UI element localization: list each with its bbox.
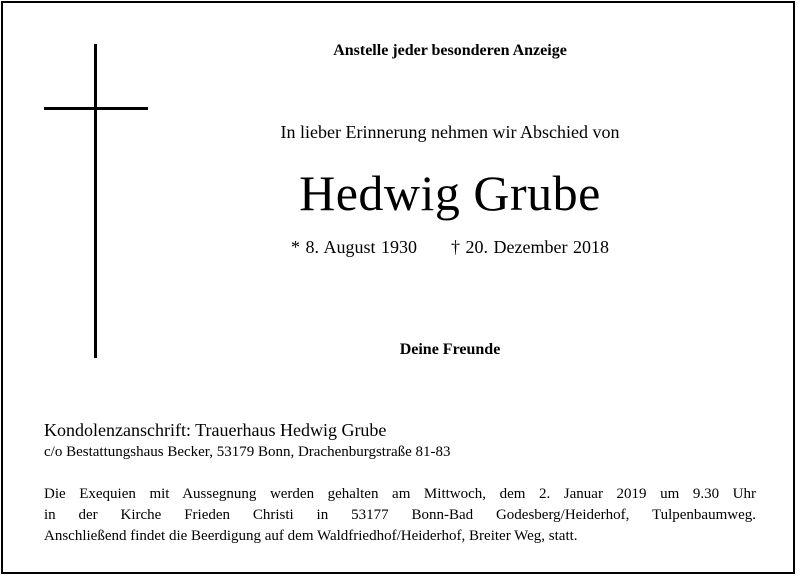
deceased-name: Hedwig Grube [299,165,601,221]
birth-date: * 8. August 1930 [291,237,418,257]
details-line-3: Anschließend findet die Beerdigung auf dem Waldfriedhof/Heiderhof, Breiter Weg, statt. [44,528,578,544]
notice-header: Anstelle jeder besonderen Anzeige [333,42,567,59]
condolence-address: c/o Bestattungshaus Becker, 53179 Bonn, Drachenburgstraße 81-83 [44,444,451,460]
cross-vertical-bar [94,44,97,358]
details-line-2: in der Kirche Frieden Christi in 53177 Bonn-Bad Godesberg/Heiderhof, Tulpenbaumweg. [44,507,756,523]
notice-signoff: Deine Freunde [399,341,501,358]
death-date: † 20. Dezember 2018 [451,237,609,257]
details-line-1: Die Exequien mit Aussegnung werden gehalten am Mittwoch, dem 2. Januar 2019 um 9.30 Uhr [44,486,756,502]
condolence-title: Kondolenzanschrift: Trauerhaus Hedwig Grube [44,420,387,440]
life-dates [150,237,750,258]
cross-horizontal-bar [44,107,148,110]
notice-intro: In lieber Erinnerung nehmen wir Abschied von [280,122,620,142]
